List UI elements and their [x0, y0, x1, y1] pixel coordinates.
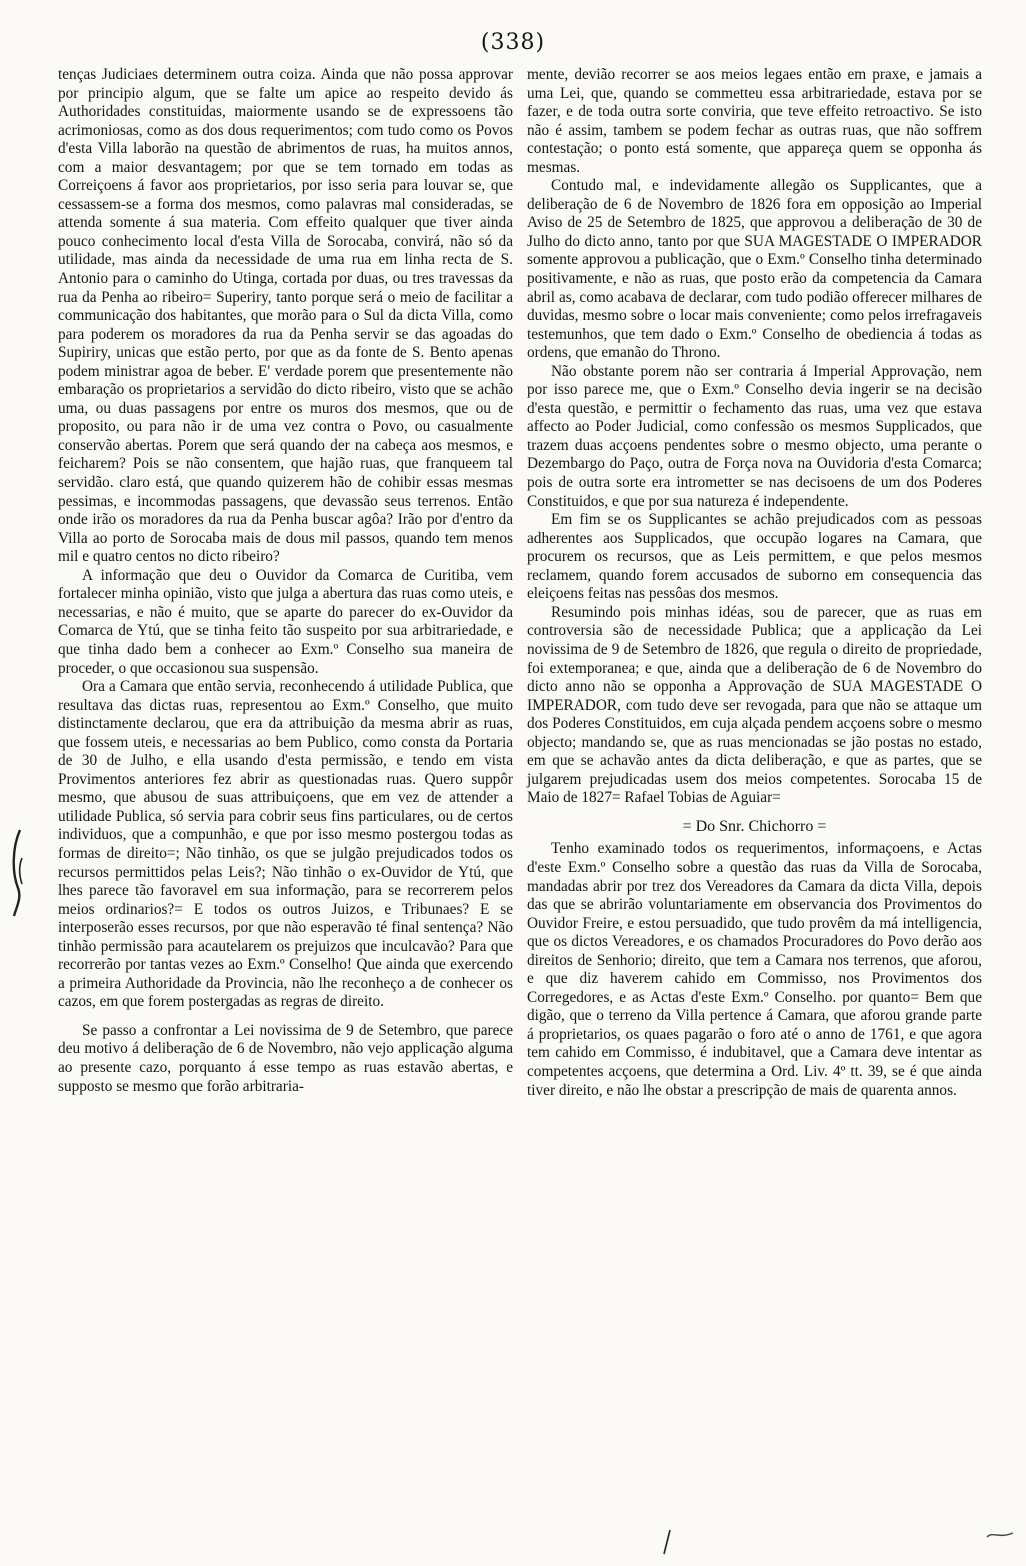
paragraph: Ora a Camara que então servia, reconhecendo á utilidade Publica, que resultava das dictas ruas, representou ao Exm.º Conselho, que muito distinctamente declarou, que era da attribuição da mesma abrir as ruas, que fossem uteis, e necessarias ao bem Publico, como consta da Portaria de 30 de Julho, e ella usando d'esta permissão, e tendo em vista Provimentos anteriores fez abrir as questionadas ruas. Quero suppôr mesmo, que abusou de suas attribuiçoens, que em vez de attender a utilidade Publica, só servia para cobrir seus fins particulares, ou de certos individuos, que a compunhão, e que por isso mesmo postergou todas as formas de direito=; Não tinhão, os que se julgão prejudicados todos os recursos permittidos pelas Leis?; Não tinhão o ex-Ouvidor de Ytú, que lhes parece tão favoravel em sua informação, para se recorrerem pelos meios ordinarios?= E todos os outros Juizos, e Tribunaes? E se interposerão esses recursos, por que não esperavão té final sentença? Não tinhão permissão para acautelarem os prejuizos que inculcavão? Para que recorrerão por tantas vezes ao Exm.º Conselho! Que ainda que exercendo a primeira Authoridade da Provincia, não lhe reconheço a de conhecer os cazos, em que forem postergadas as regras de direito.	[58, 678, 513, 1011]
paragraph: Não obstante porem não ser contraria á Imperial Approvação, nem por isso parece me, que o Exm.º Conselho devia ingerir se na decisão d'esta questão, e permittir o fechamento das ruas, uma vez que estava affecto ao Poder Judicial, como confessão os mesmos Supplicados, que trazem duas acçoens pendentes sobre o mesmo objecto, uma perante o Dezembargo do Paço, outra de Força nova na Ouvidoria d'esta Comarca; pois de outra sorte era intrometter se nas decisoens de um dos Poderes Constituidos, e que por sua natureza é independente.	[527, 362, 982, 510]
stray-mark-icon	[660, 1528, 674, 1556]
left-column	[58, 66, 513, 1096]
section-heading: = Do Snr. Chichorro =	[682, 817, 827, 835]
paragraph: Resumindo pois minhas idéas, sou de parecer, que as ruas em controversia são de necessidade Publica; que a applicação da Lei novissima de 9 de Setembro de 1826, que regula o direito de propriedade, foi extemporanea; e que, ainda que a deliberação de 6 de Novembro do dicto anno não se opponha a Approvação de SUA MAGESTADE O IMPERADOR, com tudo deve ser revogada, para que não se attaque um dos Poderes Constituidos, em cuja alçada pendem acçoens sobre o mesmo objecto; mandando se, que as ruas mencionadas se jão postas no estado, em que se achavão antes da dicta deliberação, e que as partes, que se julgarem prejudicadas usem dos meios competentes. Sorocaba 15 de Maio de 1827= Rafael Tobias de Aguiar=	[527, 603, 982, 807]
paragraph: Tenho examinado todos os requerimentos, informaçoens, e Actas d'este Exm.º Conselho sobre a questão das ruas da Villa de Sorocaba, mandadas abrir por trez dos Vereadores da Camara da dicta Villa, depois das que se abrirão voluntariamente em observancia dos Provimentos do Ouvidor Freire, e estou persuadido, que tudo provêm da má intelligencia, que os dictos Vereadores, e os chamados Procuradores do Povo derão aos direitos de Senhorio; direito, que tem a Camara nos terrenos, que aforou, e que diz haverem cahido em Commisso, nos Provimentos dos Corregedores, e as Actas d'este Exm.º Conselho. por quanto= Bem que digão, que o terreno da Villa pertence á Camara, que aforou grande parte á proprietarios, os quaes pagarão o foro até o anno de 1761, e que agora tem cahido em Commisso, é indubitavel, que a Camara deve intentar as competentes acçoens, que determina a Ord. Liv. 4º tt. 39, se é que ainda tiver direito, e não lhe obstar a prescripção de mais de quarenta annos.	[527, 840, 982, 1099]
paragraph: tenças Judiciaes determinem outra coiza. Ainda que não possa approvar por principio algum, que se falte um apice ao respeito devido ás Authoridades constituidas, maiormente usando se de expressoens tão acrimoniosas, como as dos dous requerimentos; com tudo como os Povos d'esta Villa laborão na questão de abrimentos de ruas, ha muitos annos, com a maior desvantagem; por que se tem tornado em todas as Correiçoens á favor aos proprietarios, por isso seria para louvar se, que cessassem-se a forma dos mesmos, como palavras mal consideradas, se attenda somente á sua materia. Com effeito qualquer que tiver ainda pouco conhecimento local d'esta Villa de Sorocaba, convirá, não só da utilidade, mas ainda da necessidade de uma rua em linha recta de S. Antonio para o caminho do Utinga, cortada por duas, ou tres travessas da rua da Penha ao ribeiro= Superiry, tanto porque será o meio de facilitar a communicação dos habitantes, que morão para o Sul da dicta Villa, como para poderem os moradores da rua da Penha servir se das agoadas do Supiriry, unicas que estão perto, por que as da fonte de S. Bento apenas podem ministrar agoa de beber. E' verdade porem que presentemente não embaração os proprietarios a servidão do dicto ribeiro, visto que se achão uma, ou duas passagens por entre os muros dos mesmos, que ou de proposito, ou para não ir de uma vez contra o Povo, ou casualmente conservão abertas. Porem que será quando der na cabeça aos mesmos, e feicharem? Pois se não consentem, que hajão ruas, que franqueem tal servidão. claro está, que quando quizerem hão de cohibir essas mesmas pessimas, e incommodas passagens, que devassão seus terrenos. Então onde irão os moradores da rua da Penha buscar agôa? Irão por d'entro da Villa ao porto de Sorocaba mais de dous mil passos, quando tem menos mil e quatro centos no dicto ribeiro?	[58, 66, 513, 566]
right-column	[527, 66, 982, 1100]
page-number: (338)	[480, 30, 546, 55]
paragraph: Em fim se os Supplicantes se achão prejudicados com as pessoas adherentes aos Supplicados, que occupão logares na Camara, que procurem os recursos, que as Leis permittem, e que pelos mesmos reclamem, quando forem accusados de suborno em consequencia das eleiçoens feitas nas pessôas dos mesmos.	[527, 511, 982, 603]
stray-mark-icon	[985, 1527, 1015, 1541]
paragraph: mente, devião recorrer se aos meios legaes então em praxe, e jamais a uma Lei, que, quando se commetteu essa arbitrariedade, estava por se fazer, e de toda outra sorte conviria, que teve effeito retroactivo. Se isto não é assim, tambem se podem fechar as outras ruas, que não soffrem contestação; o ponto está somente, que appareça quem se opponha ás mesmas.	[527, 66, 982, 176]
margin-mark-icon	[8, 828, 28, 918]
paragraph: Se passo a confrontar a Lei novissima de 9 de Setembro, que parece deu motivo á deliberação de 6 de Novembro, não vejo applicação alguma ao presente cazo, porquanto á esse tempo as ruas estavão abertas, e supposto se mesmo que forão arbitraria-	[58, 1021, 513, 1095]
paragraph: Contudo mal, e indevidamente allegão os Supplicantes, que a deliberação de 6 de Novembro de 1826 fora em opposição ao Imperial Aviso de 25 de Setembro de 1825, que approvou a deliberação de 30 de Julho do dicto anno, tanto por que SUA MAGESTADE O IMPERADOR somente approvou a publicação, que o Exm.º Conselho tinha determinado positivamente, e não as ruas, que posto erão da competencia da Camara abril as, como acabava de declarar, com tudo podião offerecer milhares de duvidas, mesmo sobre o locar mais conveniente; como pelos irrefragaveis testemunhos, que tem dado o Exm.º Conselho de obediencia á todas as ordens, que emanão do Throno.	[527, 177, 982, 362]
paragraph: A informação que deu o Ouvidor da Comarca de Curitiba, vem fortalecer minha opinião, visto que julga a abertura das ruas como uteis, e necessarias, e não é muito, que se aparte do parecer do ex-Ouvidor da Comarca de Ytú, que se tinha feito tão suspeito por sua arbitrariedade, e que tinha dado bem a conhecer ao Exm.º Conselho sua maneira de proceder, o que occasionou sua suspensão.	[58, 566, 513, 677]
